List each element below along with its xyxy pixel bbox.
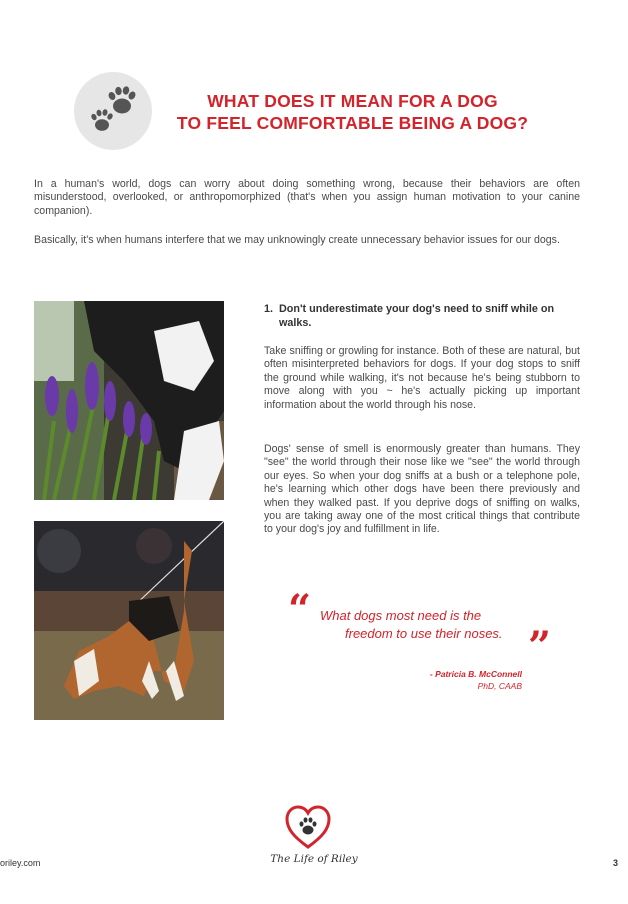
intro-paragraph-2: Basically, it's when humans interfere that we may unknowingly create unnecessary behavior issues for our dogs. [34,234,560,246]
heart-paw-icon [284,803,332,851]
section-number: 1. [264,303,274,315]
page-number: 3 [613,858,619,868]
title-line-2: TO FEEL COMFORTABLE BEING A DOG? [176,113,529,133]
paw-prints-icon [74,72,152,150]
footer-brand: The Life of Riley [270,853,358,865]
footer-url[interactable]: oriley.com [0,858,41,868]
beagle-sniffing-photo [34,521,224,720]
intro-paragraph-1: In a human's world, dogs can worry about doing something wrong, because their behaviors are often misunderstood, overlooked, or anthropomorphized (that's when you assign human motivation to your canine companion). [34,178,580,217]
section-paragraph-1: Take sniffing or growling for instance. Both of these are natural, but often misinterpreted behaviors for dogs. If your dog stops to sniff the ground while walking, it's not because he's being stubborn to move along with you ~ he's actually picking up important information about the world through his nose. [264,345,580,411]
title-line-1: WHAT DOES IT MEAN FOR A DOG [207,91,498,111]
section-paragraph-2: Dogs' sense of smell is enormously greater than humans. They "see" the world through their nose like we "see" the world through our eyes. So when your dog sniffs at a bush or a telephone pole, he's learning which other dogs have been there previously and when they walked past. If you deprive dogs of sniffing on walks, you are taking away one of the most critical things that contribute to your dog's joy and fulfillment in life. [264,443,580,536]
quote-open-mark: “ [288,586,312,633]
section-heading [264,302,580,330]
page-title [160,90,545,134]
quote-close-mark: ” [528,623,552,670]
quote-line-2: freedom to use their noses. [345,626,503,641]
quote-credentials: PhD, CAAB [477,681,522,691]
section-heading-text: Don't underestimate your dog's need to sniff while on walks. [279,303,555,329]
dog-flowers-photo [34,301,224,500]
quote-line-1: What dogs most need is the [320,608,482,623]
quote-author: - Patricia B. McConnell [429,669,522,679]
